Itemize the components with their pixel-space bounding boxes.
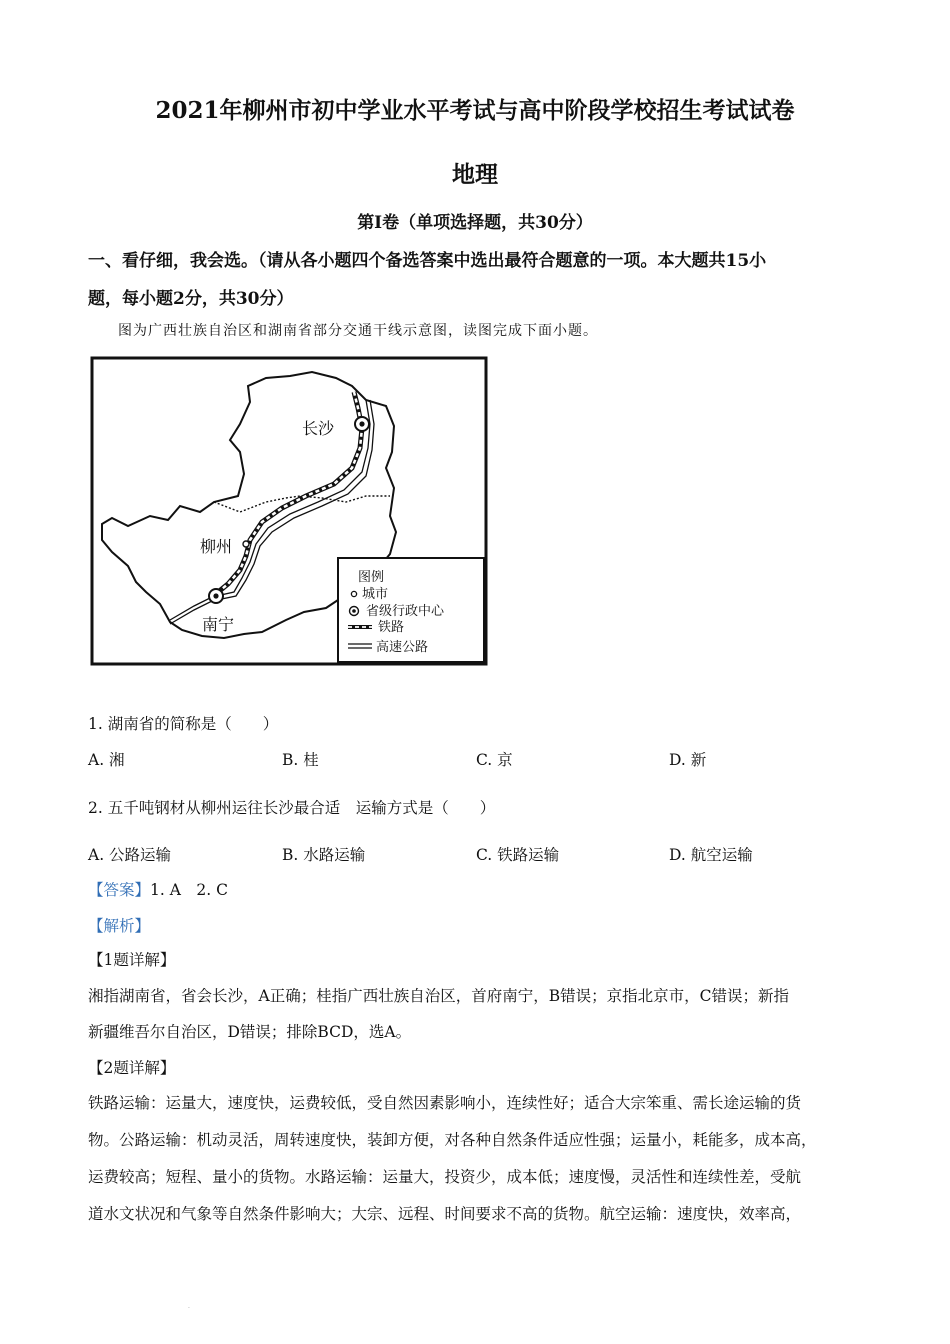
section-instruction-line1: 一、看仔细，我会选。（请从各小题四个备选答案中选出最符合题意的一项。本大题共15小 — [88, 251, 767, 271]
legend-capital-label: 省级行政中心 — [366, 604, 445, 619]
liuzhou-city-marker — [243, 541, 249, 547]
q2-detail-line-1: 铁路运输：运量大，速度快，运费较低，受自然因素影响小，连续性好；适合大宗笨重、需长途运输的货 — [88, 1094, 802, 1112]
legend-city-label: 城市 — [362, 587, 389, 602]
question-2-option-c: C. 铁路运输 — [476, 846, 560, 864]
legend-highway-label: 高速公路 — [376, 640, 429, 655]
q1-detail-line-2: 新疆维吾尔自治区，D错误；排除BCD，选A。 — [88, 1023, 412, 1041]
transport-map — [90, 356, 490, 668]
q2-detail-tag: 【2题详解】 — [88, 1059, 176, 1077]
footer-mark: · — [188, 1305, 190, 1312]
label-changsha: 长沙 — [302, 419, 335, 438]
q2-detail-line-4: 道水文状况和气象等自然条件影响大；大宗、远程、时间要求不高的货物。航空运输：速度快，效率高， — [88, 1205, 802, 1223]
label-liuzhou: 柳州 — [200, 537, 233, 556]
q2-detail-line-2: 物。公路运输：机动灵活，周转速度快，装卸方便，对各种自然条件适应性强；运量小，耗能多，成本高， — [88, 1131, 817, 1149]
legend-railway-label: 铁路 — [378, 620, 405, 635]
question-1-option-a: A. 湘 — [88, 751, 125, 769]
question-2-stem: 2. 五千吨钢材从柳州运往长沙最合适 运输方式是（ ） — [88, 799, 496, 817]
exam-title: 2021年柳州市初中学业水平考试与高中阶段学校招生考试试卷 — [155, 97, 795, 124]
legend-title: 图例 — [358, 570, 385, 585]
question-2-option-a: A. 公路运输 — [88, 846, 172, 864]
question-1-stem: 1. 湖南省的简称是（ ） — [88, 715, 279, 733]
volume-heading: 第Ⅰ卷（单项选择题，共30分） — [357, 213, 593, 233]
section-instruction-line2: 题，每小题2分，共30分） — [88, 289, 294, 309]
analysis-tag: 【解析】 — [88, 917, 151, 935]
q1-detail-tag: 【1题详解】 — [88, 951, 176, 969]
question-2-option-b: B. 水路运输 — [282, 846, 366, 864]
q1-detail-line-1: 湘指湖南省，省会长沙，A正确；桂指广西壮族自治区，首府南宁，B错误；京指北京市，C错误；新指 — [88, 987, 789, 1005]
question-1-option-b: B. 桂 — [282, 751, 319, 769]
label-nanning: 南宁 — [202, 615, 235, 634]
legend-city-icon — [351, 591, 356, 596]
question-1-option-c: C. 京 — [476, 751, 513, 769]
map-intro-text: 图为广西壮族自治区和湖南省部分交通干线示意图，读图完成下面小题。 — [118, 323, 598, 339]
question-2-option-d: D. 航空运输 — [669, 846, 753, 864]
answer-row — [88, 878, 228, 900]
question-1-option-d: D. 新 — [669, 751, 707, 769]
answer-tag: 【答案】 — [88, 881, 151, 899]
answer-text: 1. A 2. C — [150, 881, 229, 899]
q2-detail-line-3: 运费较高；短程、量小的货物。水路运输：运量大，投资少，成本低；速度慢，灵活性和连续性差，受航 — [88, 1168, 802, 1186]
subject-heading: 地理 — [452, 161, 498, 188]
